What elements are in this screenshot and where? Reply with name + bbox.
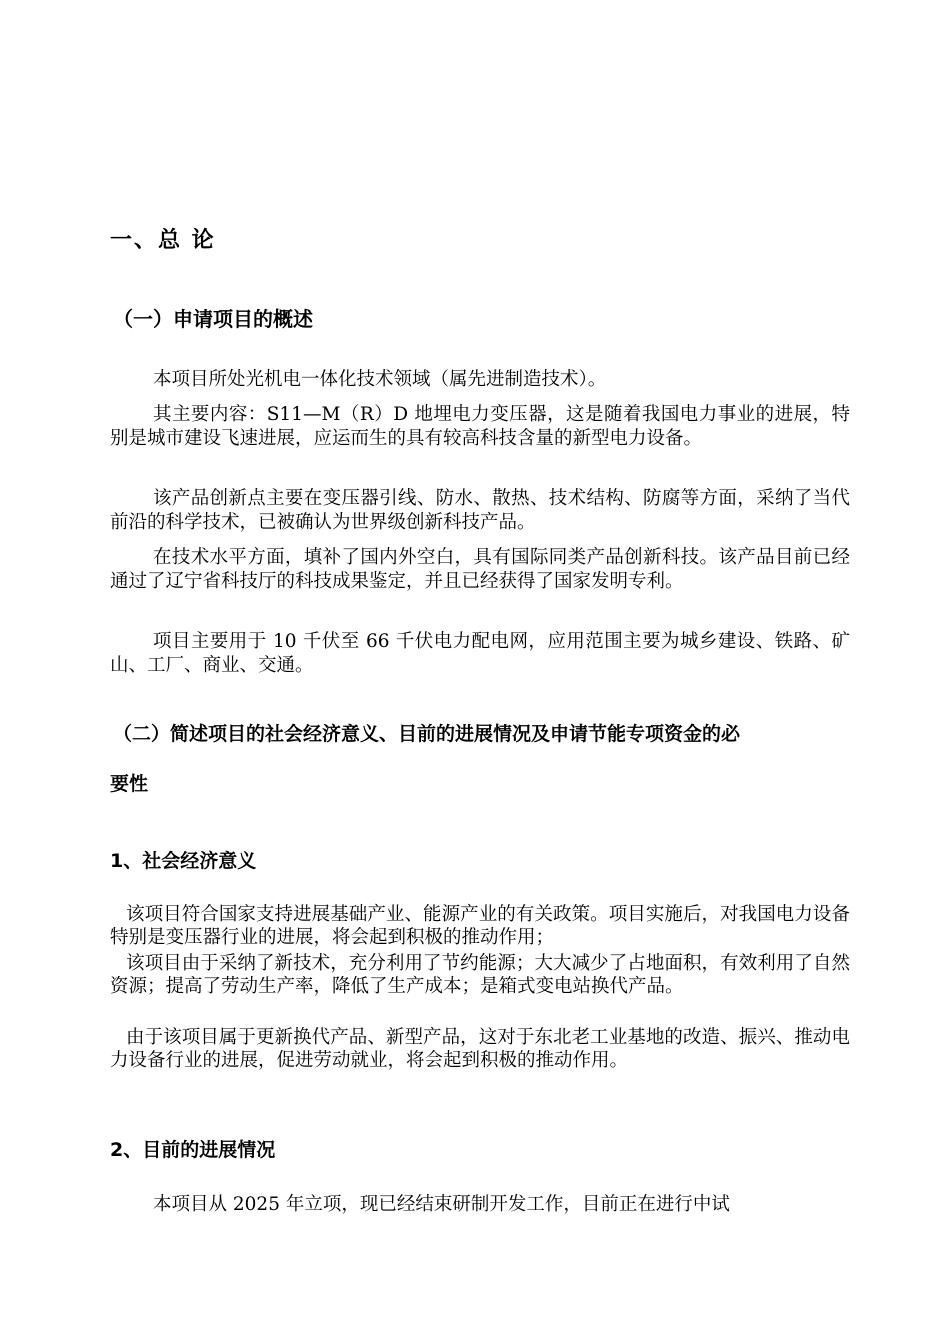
subsection-heading-social-economic: 1、社会经济意义 [110,850,257,872]
paragraph: 其主要内容：S11—M（R）D 地埋电力变压器，这是随着我国电力事业的进展，特别是城市建设飞速进展，应运而生的具有较高科技含量的新型电力设备。 [110,404,850,449]
paragraph: 该项目符合国家支持进展基础产业、能源产业的有关政策。项目实施后，对我国电力设备特别是变压器行业的进展，将会起到积极的推动作用； [110,904,850,948]
paragraph: 该产品创新点主要在变压器引线、防水、散热、技术结构、防腐等方面，采纳了当代前沿的科学技术，已被确认为世界级创新科技产品。 [110,488,850,533]
section-heading-overview: （一）申请项目的概述 [113,307,313,331]
subsection-heading-progress: 2、目前的进展情况 [110,1139,276,1161]
paragraph: 由于该项目属于更新换代产品、新型产品，这对于东北老工业基地的改造、振兴、推动电力设备行业的进展，促进劳动就业，将会起到积极的推动作用。 [110,1027,850,1071]
paragraph: 本项目从 2025 年立项，现已经结束研制开发工作，目前正在进行中试 [153,1194,730,1215]
paragraph: 项目主要用于 10 千伏至 66 千伏电力配电网，应用范围主要为城乡建设、铁路、矿山、工厂、商业、交通。 [110,631,850,676]
paragraph: 该项目由于采纳了新技术，充分利用了节约能源；大大减少了占地面积，有效利用了自然资源；提高了劳动生产率，降低了生产成本；是箱式变电站换代产品。 [110,953,850,997]
section-heading-significance: （二）简述项目的社会经济意义、目前的进展情况及申请节能专项资金的必 [113,723,741,745]
chapter-heading: 一、总 论 [110,228,216,253]
paragraph: 本项目所处光机电一体化技术领域（属先进制造技术）。 [153,369,607,390]
section-heading-significance-cont: 要性 [110,773,149,795]
paragraph: 在技术水平方面，填补了国内外空白，具有国际同类产品创新科技。该产品目前已经通过了辽宁省科技厅的科技成果鉴定，并且已经获得了国家发明专利。 [110,547,850,592]
